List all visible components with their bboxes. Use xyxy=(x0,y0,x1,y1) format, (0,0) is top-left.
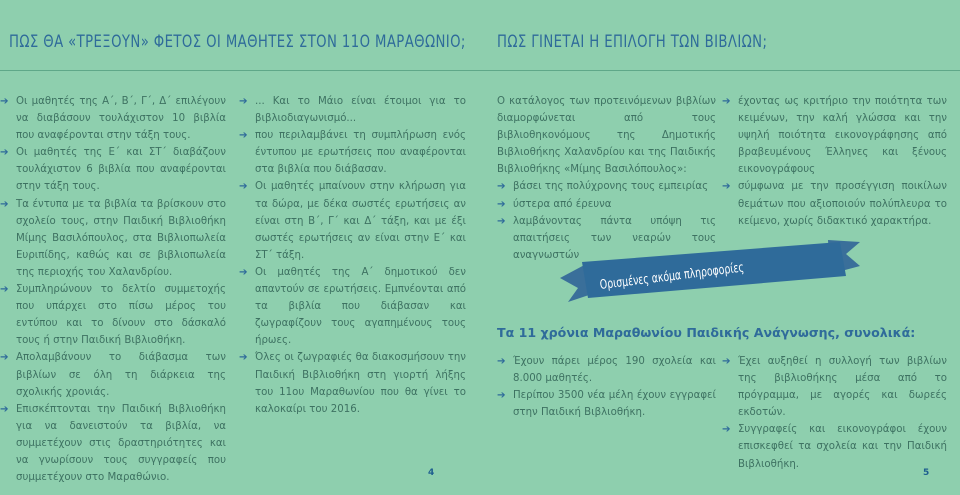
right-heading: ΠΩΣ ΓΙΝΕΤΑΙ Η ΕΠΙΛΟΓΗ ΤΩΝ ΒΙΒΛΙΩΝ; xyxy=(497,32,768,52)
list-item xyxy=(497,196,716,213)
list-item xyxy=(0,401,226,486)
arrow-right-icon: ➔ xyxy=(497,390,506,402)
list-item-text: ύστερα από έρευνα xyxy=(513,198,612,210)
list-item-text: Τα έντυπα με τα βιβλία τα βρίσκουν στο σχολείο τους, στην Παιδική Βιβλιοθήκη Μίμης Βασιλόπουλος, στα Βιβλιοπωλεία Ευριπίδης, καθώς και σε βιβλιοπωλεία της περιοχής του Χαλανδρίου. xyxy=(16,198,226,278)
arrow-right-icon: ➔ xyxy=(722,96,731,107)
list-item xyxy=(0,93,226,144)
list-item xyxy=(722,353,947,421)
arrow-right-icon: ➔ xyxy=(0,284,9,296)
list-item xyxy=(497,387,716,421)
list-item-text: Περίπου 3500 νέα μέλη έχουν εγγραφεί στην Παιδική Βιβλιοθήκη. xyxy=(513,390,716,419)
arrow-right-icon: ➔ xyxy=(722,424,731,436)
list-item xyxy=(239,127,466,178)
list-item-text: Οι μαθητές μπαίνουν στην κλήρωση για τα δώρα, με δέκα σωστές ερωτήσεις αν είναι στη Β΄, Γ΄ και Δ΄ τάξη, και με έξι σωστές ερωτήσεις αν είναι στην Ε΄ και ΣΤ΄ τάξη. xyxy=(255,181,466,261)
list-item-text: Επισκέπτονται την Παιδική Βιβλιοθήκη για να δανειστούν τα βιβλία, να συμμετέχουν στις δραστηριότητες και να γνωρίσουν τους συγγραφείς που συμμετέχουν στο Μαραθώνιο. xyxy=(16,403,226,484)
list-item-text: Απολαμβάνουν το διάβασμα των βιβλίων σε όλη τη διάρκεια της σχολικής χρονιάς. xyxy=(16,352,226,398)
list-item-text: Όλες οι ζωγραφιές θα διακοσμήσουν την Παιδική Βιβλιοθήκη στη γιορτή λήξης του 11ου Μαραθωνίου που θα γίνει το καλοκαίρι του 2016. xyxy=(255,352,466,415)
banner-title: Ορισμένες ακόμα πληροφορίες xyxy=(599,260,745,293)
right-column-2 xyxy=(722,93,947,230)
arrow-right-icon: ➔ xyxy=(0,96,9,107)
list-item-text: σύμφωνα με την προσέγγιση ποικίλων θεμάτων που αξιοποιούν πολύπλευρα το κείμενο, χωρίς διδακτικό χαρακτήρα. xyxy=(738,181,947,227)
arrow-right-icon: ➔ xyxy=(0,147,9,159)
left-divider xyxy=(0,70,480,71)
list-item xyxy=(722,93,947,178)
list-item xyxy=(239,349,466,417)
arrow-right-icon: ➔ xyxy=(239,96,248,107)
list-item-text: ... Και το Μάιο είναι έτοιμοι για το βιβλιοδιαγωνισμό... xyxy=(255,96,466,125)
list-item xyxy=(239,93,466,127)
arrow-right-icon: ➔ xyxy=(239,130,248,142)
page-number-right: 5 xyxy=(923,468,930,478)
left-heading: ΠΩΣ ΘΑ «ΤΡΕΞΟΥΝ» ΦΕΤΟΣ ΟΙ ΜΑΘΗΤΕΣ ΣΤΟΝ 11Ο ΜΑΡΑΘΩΝΙΟ; xyxy=(9,32,466,52)
right-page xyxy=(480,0,960,495)
list-item-text: Έχουν πάρει μέρος 190 σχολεία και 8.000 μαθητές. xyxy=(513,356,716,385)
list-item xyxy=(497,353,716,387)
stats-column-2 xyxy=(722,353,947,473)
list-item-text: έχοντας ως κριτήριο την ποιότητα των κειμένων, την καλή γλώσσα και την υψηλή ποιότητα εικονογράφησης από βραβευμένους Έλληνες και ξένους εικονογράφους xyxy=(738,96,947,176)
arrow-right-icon: ➔ xyxy=(722,181,731,193)
left-column-2 xyxy=(239,93,466,418)
list-item-text: Έχει αυξηθεί η συλλογή των βιβλίων της βιβλιοθήκης μέσα από το πρόγραμμα, με αγορές και δωρεές εκδοτών. xyxy=(738,356,947,419)
left-column-1 xyxy=(0,93,226,486)
list-item xyxy=(0,196,226,281)
arrow-right-icon: ➔ xyxy=(497,181,506,193)
list-item-text: Οι μαθητές της Α΄, Β΄, Γ΄, Δ΄ επιλέγουν να διαβάσουν τουλάχιστον 10 βιβλία που αναφέρονται στην τάξη τους. xyxy=(16,96,226,142)
right-column-1 xyxy=(497,93,716,264)
arrow-right-icon: ➔ xyxy=(239,266,248,278)
arrow-right-icon: ➔ xyxy=(239,352,248,364)
arrow-right-icon: ➔ xyxy=(0,403,9,415)
arrow-right-icon: ➔ xyxy=(497,198,506,210)
arrow-right-icon: ➔ xyxy=(0,198,9,210)
arrow-right-icon: ➔ xyxy=(722,356,731,367)
list-item-text: που περιλαμβάνει τη συμπλήρωση ενός έντυπου με ερωτήσεις που αναφέρονται στα βιβλία που διάβασαν. xyxy=(255,130,466,176)
right-intro: Ο κατάλογος των προτεινόμενων βιβλίων διαμορφώνεται από τους βιβλιοθηκονόμους της Δημοτικής Βιβλιοθήκης Χαλανδρίου και της Παιδικής Βιβλιοθήκης «Μίμης Βασιλόπουλος»: xyxy=(497,96,716,176)
arrow-right-icon: ➔ xyxy=(497,356,506,367)
list-item-text: Συμπληρώνουν το δελτίο συμμετοχής που υπάρχει στο πίσω μέρος του εντύπου και το δίνουν στο δάσκαλό τους ή στην Παιδική Βιβλιοθήκη. xyxy=(16,284,226,347)
arrow-right-icon: ➔ xyxy=(497,215,506,227)
list-item-text: Συγγραφείς και εικονογράφοι έχουν επισκεφθεί τα σχολεία και την Παιδική Βιβλιοθήκη. xyxy=(738,424,947,470)
list-item xyxy=(722,178,947,229)
arrow-right-icon: ➔ xyxy=(239,181,248,193)
list-item xyxy=(239,264,466,349)
list-item xyxy=(0,281,226,349)
stats-column-1 xyxy=(497,353,716,421)
section-title: Τα 11 χρόνια Μαραθωνίου Παιδικής Ανάγνωσης, συνολικά: xyxy=(497,325,916,340)
list-item xyxy=(0,144,226,195)
list-item xyxy=(0,349,226,400)
list-item xyxy=(722,421,947,472)
right-divider xyxy=(480,70,960,71)
list-item-text: βάσει της πολύχρονης τους εμπειρίας xyxy=(513,181,709,193)
list-item xyxy=(239,178,466,263)
list-item-text: Οι μαθητές της Α΄ δημοτικού δεν απαντούν σε ερωτήσεις. Εμπνέονται από τα βιβλία που διάβασαν και ζωγραφίζουν τους αγαπημένους τους ήρωες. xyxy=(255,266,466,347)
arrow-right-icon: ➔ xyxy=(0,352,9,364)
list-item xyxy=(497,178,716,195)
page-number-left: 4 xyxy=(428,468,435,478)
list-item-text: λαμβάνοντας πάντα υπόψη τις απαιτήσεις των νεαρών τους αναγνωστών xyxy=(513,215,716,261)
list-item-text: Οι μαθητές της Ε΄ και ΣΤ΄ διαβάζουν τουλάχιστον 6 βιβλία που αναφέρονται στην τάξη τους. xyxy=(16,147,226,193)
